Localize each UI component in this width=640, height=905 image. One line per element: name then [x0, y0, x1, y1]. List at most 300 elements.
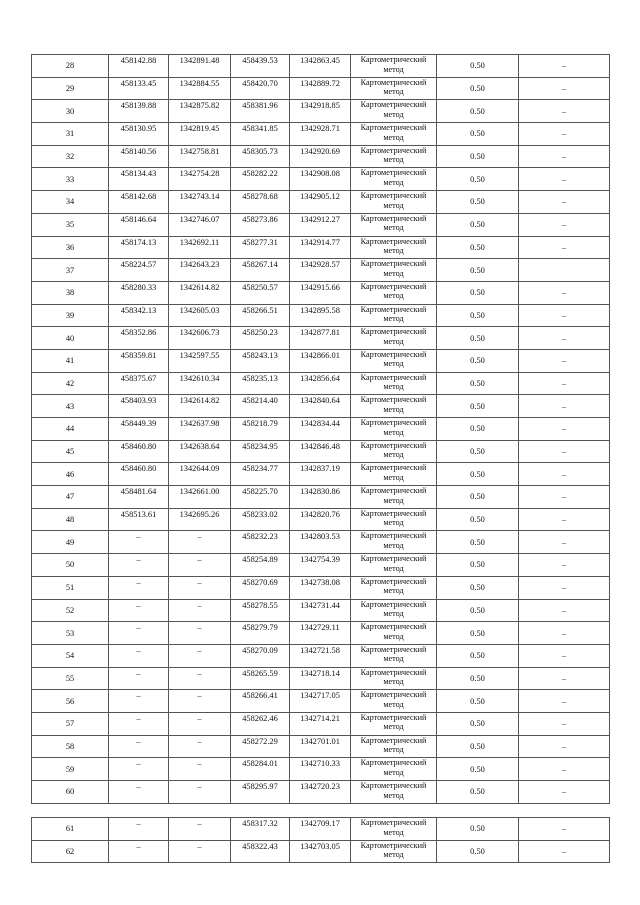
- method-cell: Картометрический метод: [351, 667, 437, 690]
- accuracy-cell: 0.50: [437, 531, 519, 554]
- existing-y-cell: 1342605.03: [169, 304, 231, 327]
- existing-y-cell: 1342692.11: [169, 236, 231, 259]
- existing-x-cell: –: [109, 735, 169, 758]
- accuracy-cell: 0.50: [437, 281, 519, 304]
- existing-x-cell: 458449.39: [109, 418, 169, 441]
- new-y-cell: 1342928.57: [290, 259, 351, 282]
- new-y-cell: 1342714.21: [290, 712, 351, 735]
- method-cell: Картометрический метод: [351, 372, 437, 395]
- new-y-cell: 1342914.77: [290, 236, 351, 259]
- existing-x-cell: 458342.13: [109, 304, 169, 327]
- new-x-cell: 458295.97: [231, 781, 290, 804]
- existing-y-cell: 1342597.55: [169, 349, 231, 372]
- point-number-cell: 60: [32, 781, 109, 804]
- note-cell: –: [519, 77, 610, 100]
- new-x-cell: 458266.41: [231, 690, 290, 713]
- existing-x-cell: –: [109, 690, 169, 713]
- new-y-cell: 1342928.71: [290, 123, 351, 146]
- accuracy-cell: 0.50: [437, 667, 519, 690]
- existing-y-cell: –: [169, 818, 231, 841]
- method-cell: Картометрический метод: [351, 440, 437, 463]
- table-row: [32, 735, 610, 758]
- new-y-cell: 1342920.69: [290, 145, 351, 168]
- new-y-cell: 1342912.27: [290, 213, 351, 236]
- note-cell: –: [519, 644, 610, 667]
- existing-y-cell: 1342610.34: [169, 372, 231, 395]
- accuracy-cell: 0.50: [437, 508, 519, 531]
- point-number-cell: 57: [32, 712, 109, 735]
- table-row: [32, 100, 610, 123]
- table-row: [32, 508, 610, 531]
- accuracy-cell: 0.50: [437, 690, 519, 713]
- new-x-cell: 458277.31: [231, 236, 290, 259]
- existing-x-cell: 458130.95: [109, 123, 169, 146]
- new-y-cell: 1342834.44: [290, 418, 351, 441]
- new-y-cell: 1342721.58: [290, 644, 351, 667]
- new-y-cell: 1342709.17: [290, 818, 351, 841]
- table-row: [32, 213, 610, 236]
- point-number-cell: 59: [32, 758, 109, 781]
- table-row: [32, 395, 610, 418]
- note-cell: –: [519, 145, 610, 168]
- note-cell: –: [519, 168, 610, 191]
- new-x-cell: 458243.13: [231, 349, 290, 372]
- existing-y-cell: 1342743.14: [169, 191, 231, 214]
- table-row: [32, 123, 610, 146]
- accuracy-cell: 0.50: [437, 622, 519, 645]
- existing-x-cell: 458352.86: [109, 327, 169, 350]
- new-x-cell: 458284.01: [231, 758, 290, 781]
- existing-y-cell: 1342637.98: [169, 418, 231, 441]
- existing-y-cell: 1342819.45: [169, 123, 231, 146]
- method-cell: Картометрический метод: [351, 576, 437, 599]
- point-number-cell: 44: [32, 418, 109, 441]
- accuracy-cell: 0.50: [437, 236, 519, 259]
- note-cell: –: [519, 440, 610, 463]
- point-number-cell: 38: [32, 281, 109, 304]
- new-x-cell: 458234.95: [231, 440, 290, 463]
- accuracy-cell: 0.50: [437, 440, 519, 463]
- table-row: [32, 281, 610, 304]
- new-x-cell: 458439.53: [231, 55, 290, 78]
- method-cell: Картометрический метод: [351, 644, 437, 667]
- point-number-cell: 29: [32, 77, 109, 100]
- new-y-cell: 1342840.64: [290, 395, 351, 418]
- table-row: [32, 304, 610, 327]
- note-cell: –: [519, 236, 610, 259]
- method-cell: Картометрический метод: [351, 622, 437, 645]
- note-cell: –: [519, 349, 610, 372]
- note-cell: –: [519, 304, 610, 327]
- new-x-cell: 458234.77: [231, 463, 290, 486]
- method-cell: Картометрический метод: [351, 463, 437, 486]
- new-y-cell: 1342889.72: [290, 77, 351, 100]
- new-y-cell: 1342701.01: [290, 735, 351, 758]
- existing-y-cell: 1342661.00: [169, 486, 231, 509]
- new-x-cell: 458254.89: [231, 554, 290, 577]
- table-row: [32, 644, 610, 667]
- point-number-cell: 52: [32, 599, 109, 622]
- method-cell: Картометрический метод: [351, 191, 437, 214]
- method-cell: Картометрический метод: [351, 77, 437, 100]
- accuracy-cell: 0.50: [437, 213, 519, 236]
- note-cell: –: [519, 327, 610, 350]
- table-row: [32, 486, 610, 509]
- existing-x-cell: –: [109, 531, 169, 554]
- accuracy-cell: 0.50: [437, 554, 519, 577]
- accuracy-cell: 0.50: [437, 418, 519, 441]
- table-row: [32, 840, 610, 863]
- accuracy-cell: 0.50: [437, 372, 519, 395]
- existing-y-cell: 1342638.64: [169, 440, 231, 463]
- note-cell: –: [519, 576, 610, 599]
- method-cell: Картометрический метод: [351, 100, 437, 123]
- note-cell: –: [519, 531, 610, 554]
- accuracy-cell: 0.50: [437, 758, 519, 781]
- table-row: [32, 667, 610, 690]
- existing-y-cell: –: [169, 712, 231, 735]
- existing-x-cell: 458460.80: [109, 463, 169, 486]
- note-cell: –: [519, 463, 610, 486]
- existing-y-cell: –: [169, 644, 231, 667]
- new-x-cell: 458232.23: [231, 531, 290, 554]
- point-number-cell: 36: [32, 236, 109, 259]
- accuracy-cell: 0.50: [437, 781, 519, 804]
- point-number-cell: 55: [32, 667, 109, 690]
- accuracy-cell: 0.50: [437, 840, 519, 863]
- table-row: [32, 781, 610, 804]
- new-x-cell: 458305.73: [231, 145, 290, 168]
- new-y-cell: 1342720.23: [290, 781, 351, 804]
- new-x-cell: 458218.79: [231, 418, 290, 441]
- table-row: [32, 145, 610, 168]
- new-x-cell: 458262.46: [231, 712, 290, 735]
- existing-x-cell: –: [109, 818, 169, 841]
- new-x-cell: 458279.79: [231, 622, 290, 645]
- existing-y-cell: 1342875.82: [169, 100, 231, 123]
- accuracy-cell: 0.50: [437, 145, 519, 168]
- point-number-cell: 37: [32, 259, 109, 282]
- point-number-cell: 34: [32, 191, 109, 214]
- new-x-cell: 458225.70: [231, 486, 290, 509]
- new-y-cell: 1342856.64: [290, 372, 351, 395]
- existing-y-cell: –: [169, 758, 231, 781]
- new-y-cell: 1342846.48: [290, 440, 351, 463]
- point-number-cell: 43: [32, 395, 109, 418]
- accuracy-cell: 0.50: [437, 712, 519, 735]
- accuracy-cell: 0.50: [437, 327, 519, 350]
- coordinates-table-continued-body: [32, 818, 610, 863]
- method-cell: Картометрический метод: [351, 840, 437, 863]
- new-y-cell: 1342895.58: [290, 304, 351, 327]
- new-x-cell: 458250.23: [231, 327, 290, 350]
- existing-x-cell: 458142.88: [109, 55, 169, 78]
- method-cell: Картометрический метод: [351, 418, 437, 441]
- method-cell: Картометрический метод: [351, 554, 437, 577]
- note-cell: –: [519, 508, 610, 531]
- note-cell: –: [519, 55, 610, 78]
- existing-y-cell: 1342758.81: [169, 145, 231, 168]
- method-cell: Картометрический метод: [351, 168, 437, 191]
- existing-x-cell: –: [109, 758, 169, 781]
- existing-y-cell: –: [169, 599, 231, 622]
- existing-x-cell: 458224.57: [109, 259, 169, 282]
- new-x-cell: 458233.02: [231, 508, 290, 531]
- new-y-cell: 1342717.05: [290, 690, 351, 713]
- accuracy-cell: 0.50: [437, 349, 519, 372]
- existing-x-cell: –: [109, 840, 169, 863]
- accuracy-cell: 0.50: [437, 77, 519, 100]
- point-number-cell: 31: [32, 123, 109, 146]
- new-y-cell: 1342877.81: [290, 327, 351, 350]
- table-row: [32, 191, 610, 214]
- new-y-cell: 1342703.05: [290, 840, 351, 863]
- table-row: [32, 259, 610, 282]
- note-cell: –: [519, 554, 610, 577]
- existing-y-cell: –: [169, 840, 231, 863]
- table-row: [32, 327, 610, 350]
- note-cell: –: [519, 622, 610, 645]
- point-number-cell: 62: [32, 840, 109, 863]
- table-row: [32, 690, 610, 713]
- new-x-cell: 458214.40: [231, 395, 290, 418]
- note-cell: –: [519, 372, 610, 395]
- note-cell: –: [519, 781, 610, 804]
- accuracy-cell: 0.50: [437, 191, 519, 214]
- existing-x-cell: –: [109, 644, 169, 667]
- note-cell: –: [519, 123, 610, 146]
- method-cell: Картометрический метод: [351, 304, 437, 327]
- accuracy-cell: 0.50: [437, 735, 519, 758]
- existing-x-cell: 458142.68: [109, 191, 169, 214]
- new-x-cell: 458278.55: [231, 599, 290, 622]
- new-y-cell: 1342710.33: [290, 758, 351, 781]
- note-cell: –: [519, 281, 610, 304]
- accuracy-cell: 0.50: [437, 168, 519, 191]
- note-cell: –: [519, 758, 610, 781]
- new-x-cell: 458341.85: [231, 123, 290, 146]
- existing-x-cell: 458403.93: [109, 395, 169, 418]
- point-number-cell: 39: [32, 304, 109, 327]
- table-row: [32, 168, 610, 191]
- point-number-cell: 32: [32, 145, 109, 168]
- point-number-cell: 35: [32, 213, 109, 236]
- existing-y-cell: –: [169, 531, 231, 554]
- new-x-cell: 458273.86: [231, 213, 290, 236]
- existing-x-cell: 458139.88: [109, 100, 169, 123]
- existing-y-cell: –: [169, 576, 231, 599]
- coordinates-table: [31, 54, 610, 804]
- point-number-cell: 46: [32, 463, 109, 486]
- method-cell: Картометрический метод: [351, 55, 437, 78]
- new-x-cell: 458420.70: [231, 77, 290, 100]
- existing-x-cell: 458146.64: [109, 213, 169, 236]
- existing-y-cell: 1342695.26: [169, 508, 231, 531]
- existing-y-cell: 1342884.55: [169, 77, 231, 100]
- point-number-cell: 56: [32, 690, 109, 713]
- note-cell: –: [519, 667, 610, 690]
- point-number-cell: 30: [32, 100, 109, 123]
- note-cell: –: [519, 486, 610, 509]
- point-number-cell: 53: [32, 622, 109, 645]
- existing-x-cell: 458133.45: [109, 77, 169, 100]
- existing-x-cell: 458513.61: [109, 508, 169, 531]
- new-x-cell: 458235.13: [231, 372, 290, 395]
- new-y-cell: 1342830.86: [290, 486, 351, 509]
- method-cell: Картометрический метод: [351, 781, 437, 804]
- method-cell: Картометрический метод: [351, 281, 437, 304]
- new-x-cell: 458270.09: [231, 644, 290, 667]
- existing-y-cell: 1342891.48: [169, 55, 231, 78]
- existing-x-cell: 458481.64: [109, 486, 169, 509]
- note-cell: –: [519, 599, 610, 622]
- existing-y-cell: –: [169, 781, 231, 804]
- existing-x-cell: 458140.56: [109, 145, 169, 168]
- new-x-cell: 458250.57: [231, 281, 290, 304]
- method-cell: Картометрический метод: [351, 145, 437, 168]
- new-x-cell: 458267.14: [231, 259, 290, 282]
- table-row: [32, 418, 610, 441]
- method-cell: Картометрический метод: [351, 818, 437, 841]
- existing-x-cell: 458280.33: [109, 281, 169, 304]
- method-cell: Картометрический метод: [351, 123, 437, 146]
- existing-x-cell: –: [109, 712, 169, 735]
- point-number-cell: 48: [32, 508, 109, 531]
- accuracy-cell: 0.50: [437, 304, 519, 327]
- existing-y-cell: 1342606.73: [169, 327, 231, 350]
- existing-x-cell: –: [109, 554, 169, 577]
- method-cell: Картометрический метод: [351, 213, 437, 236]
- new-y-cell: 1342718.14: [290, 667, 351, 690]
- note-cell: –: [519, 100, 610, 123]
- table-row: [32, 349, 610, 372]
- accuracy-cell: 0.50: [437, 644, 519, 667]
- table-row: [32, 818, 610, 841]
- point-number-cell: 50: [32, 554, 109, 577]
- accuracy-cell: 0.50: [437, 259, 519, 282]
- new-y-cell: 1342863.45: [290, 55, 351, 78]
- accuracy-cell: 0.50: [437, 55, 519, 78]
- new-x-cell: 458265.59: [231, 667, 290, 690]
- method-cell: Картометрический метод: [351, 327, 437, 350]
- existing-x-cell: 458134.43: [109, 168, 169, 191]
- accuracy-cell: 0.50: [437, 100, 519, 123]
- existing-y-cell: 1342644.09: [169, 463, 231, 486]
- table-row: [32, 236, 610, 259]
- new-y-cell: 1342908.08: [290, 168, 351, 191]
- new-y-cell: 1342738.08: [290, 576, 351, 599]
- note-cell: –: [519, 191, 610, 214]
- existing-x-cell: –: [109, 622, 169, 645]
- note-cell: –: [519, 395, 610, 418]
- new-x-cell: 458272.29: [231, 735, 290, 758]
- accuracy-cell: 0.50: [437, 576, 519, 599]
- new-y-cell: 1342731.44: [290, 599, 351, 622]
- table-row: [32, 372, 610, 395]
- accuracy-cell: 0.50: [437, 123, 519, 146]
- note-cell: –: [519, 690, 610, 713]
- new-x-cell: 458317.32: [231, 818, 290, 841]
- point-number-cell: 42: [32, 372, 109, 395]
- new-y-cell: 1342837.19: [290, 463, 351, 486]
- table-row: [32, 554, 610, 577]
- table-row: [32, 440, 610, 463]
- note-cell: –: [519, 418, 610, 441]
- new-y-cell: 1342866.01: [290, 349, 351, 372]
- new-x-cell: 458381.96: [231, 100, 290, 123]
- existing-y-cell: –: [169, 554, 231, 577]
- point-number-cell: 54: [32, 644, 109, 667]
- table-row: [32, 77, 610, 100]
- note-cell: –: [519, 735, 610, 758]
- new-x-cell: 458278.68: [231, 191, 290, 214]
- method-cell: Картометрический метод: [351, 599, 437, 622]
- point-number-cell: 58: [32, 735, 109, 758]
- existing-y-cell: –: [169, 690, 231, 713]
- new-y-cell: 1342918.85: [290, 100, 351, 123]
- method-cell: Картометрический метод: [351, 508, 437, 531]
- existing-x-cell: –: [109, 781, 169, 804]
- note-cell: –: [519, 213, 610, 236]
- existing-x-cell: 458174.13: [109, 236, 169, 259]
- new-y-cell: 1342820.76: [290, 508, 351, 531]
- accuracy-cell: 0.50: [437, 818, 519, 841]
- new-x-cell: 458282.22: [231, 168, 290, 191]
- existing-y-cell: –: [169, 735, 231, 758]
- point-number-cell: 33: [32, 168, 109, 191]
- method-cell: Картометрический метод: [351, 531, 437, 554]
- new-x-cell: 458322.43: [231, 840, 290, 863]
- accuracy-cell: 0.50: [437, 395, 519, 418]
- new-y-cell: 1342905.12: [290, 191, 351, 214]
- table-row: [32, 622, 610, 645]
- new-y-cell: 1342915.66: [290, 281, 351, 304]
- table-row: [32, 55, 610, 78]
- point-number-cell: 51: [32, 576, 109, 599]
- new-y-cell: 1342729.11: [290, 622, 351, 645]
- new-x-cell: 458266.51: [231, 304, 290, 327]
- point-number-cell: 49: [32, 531, 109, 554]
- existing-y-cell: 1342754.28: [169, 168, 231, 191]
- existing-x-cell: –: [109, 667, 169, 690]
- new-y-cell: 1342803.53: [290, 531, 351, 554]
- note-cell: –: [519, 818, 610, 841]
- accuracy-cell: 0.50: [437, 599, 519, 622]
- point-number-cell: 41: [32, 349, 109, 372]
- coordinates-table-continued: [31, 817, 610, 863]
- existing-y-cell: 1342614.82: [169, 281, 231, 304]
- existing-x-cell: 458375.67: [109, 372, 169, 395]
- existing-x-cell: 458460.80: [109, 440, 169, 463]
- table-row: [32, 531, 610, 554]
- note-cell: [519, 259, 610, 282]
- existing-x-cell: –: [109, 599, 169, 622]
- table-row: [32, 758, 610, 781]
- existing-y-cell: 1342643.23: [169, 259, 231, 282]
- method-cell: Картометрический метод: [351, 349, 437, 372]
- existing-y-cell: –: [169, 667, 231, 690]
- method-cell: Картометрический метод: [351, 395, 437, 418]
- note-cell: –: [519, 712, 610, 735]
- method-cell: Картометрический метод: [351, 236, 437, 259]
- method-cell: Картометрический метод: [351, 486, 437, 509]
- method-cell: Картометрический метод: [351, 259, 437, 282]
- method-cell: Картометрический метод: [351, 712, 437, 735]
- point-number-cell: 61: [32, 818, 109, 841]
- existing-y-cell: –: [169, 622, 231, 645]
- table-row: [32, 576, 610, 599]
- method-cell: Картометрический метод: [351, 735, 437, 758]
